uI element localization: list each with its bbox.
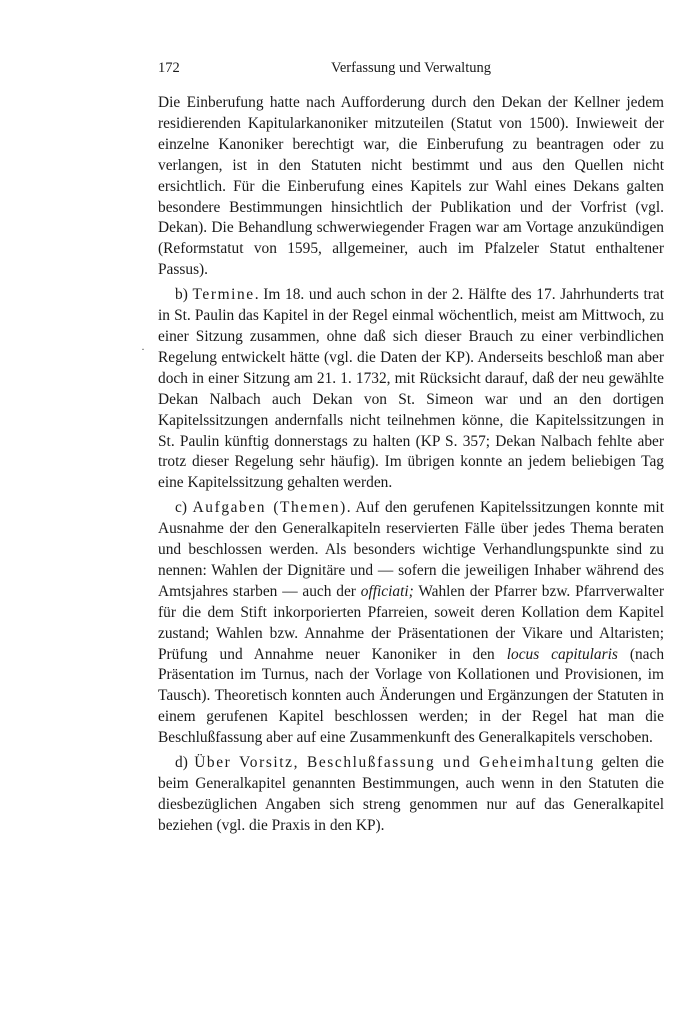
paragraph-text: Die Einberufung hatte nach Aufforderung durch den Dekan der Kellner jedem residierenden Kapitularkanoniker mitzuteilen (Statut von 1500). Inwieweit der einzelne Kanoniker berechtigt war, die Einberufung zu beantragen oder zu verlangen, ist in den Statuten nicht bestimmt und aus den Quellen nicht ersichtlich. Für die Einberufung eines Kapitels zur Wahl eines Dekans galten besondere Bestimmungen hinsichtlich der Publikation und der Vorfrist (vgl. Dekan). Die Behandlung schwerwiegender Fragen war am Vortage anzukündigen (Reformstatut von 1595, allgemeiner, auch im Pfalzeler Statut enthaltener Passus).	[158, 94, 664, 279]
paragraph-text: . Auf den gerufenen Kapitelssitzungen konnte mit Ausnahme der den Generalkapiteln reservierten Fälle über jedes Thema beraten und beschlossen werden. Als besonders wichtige Verhandlungspunkte sind zu nennen: Wahlen der Dignitäre und — sofern die jeweiligen Inhaber während des Amtsjahres starben — auch der	[158, 499, 664, 600]
section-label: d)	[175, 754, 195, 772]
paragraph-aufgaben	[158, 498, 664, 749]
italic-term: officiati;	[360, 582, 414, 600]
paragraph-text: (nach Präsentation im Turnus, nach der Vorlage von Kollationen und Provisionen, im Tausch). Theoretisch konnten auch Änderungen und Ergänzungen der Statuten in einem gerufenen Kapitel beschlossen werden; in der Regel hat man die Beschlußfassung aber auf eine Zusammenkunft des Generalkapitels verschoben.	[158, 645, 665, 747]
paragraph-text: Wahlen der Pfarrer bzw. Pfarrverwalter für die dem Stift inkorporierten Pfarreien, soweit deren Kollation dem Kapitel zustand; Wahlen bzw. Annahme der Präsentationen der Vikare und Altaristen; Prüfung und Annahme neuer Kanoniker in den	[158, 582, 664, 663]
running-title: Verfassung und Verwaltung	[330, 60, 491, 76]
paragraph-vorsitz	[158, 753, 664, 837]
page-number: 172	[158, 60, 180, 76]
body-text	[158, 93, 664, 837]
section-label: c)	[175, 499, 193, 517]
section-label: b)	[175, 286, 193, 304]
paragraph-einberufung	[158, 93, 664, 281]
section-heading: Termine	[192, 286, 255, 304]
paragraph-text: gelten die beim Generalkapitel genannten Bestimmungen, auch wenn in den Statuten die diesbezüglichen Angaben sich streng genommen nur auf das Generalkapitel beziehen (vgl. die Praxis in den KP).	[158, 754, 664, 834]
paragraph-text: . Im 18. und auch schon in der 2. Hälfte des 17. Jahrhunderts trat in St. Paulin das Kapitel in der Regel einmal wöchentlich, meist am Mittwoch, zu einer Sitzung zusammen, ohne daß sich dieser Brauch zu einer verbindlichen Regelung entwickelt hätte (vgl. die Daten der KP). Anderseits beschloß man aber doch in einer Sitzung am 21. 1. 1732, mit Rücksicht darauf, daß der neu gewählte Dekan Nalbach auch Dekan von St. Simeon war und an den dortigen Kapitelssitzungen andernfalls nicht teilnehmen könne, die Kapitelssitzungen in St. Paulin künftig donnerstags zu halten (KP S. 357; Dekan Nalbach fehlte aber trotz dieser Regelung sehr häufig). Im übrigen konnte an jedem beliebigen Tag eine Kapitelssitzung gehalten werden.	[158, 286, 664, 492]
italic-term: locus capitularis	[506, 645, 618, 663]
paragraph-termine	[158, 285, 664, 494]
section-heading: Über Vorsitz, Beschlußfassung und Geheimhaltung	[194, 754, 595, 772]
section-heading: Aufgaben (Themen)	[192, 499, 347, 517]
page-header	[158, 60, 664, 80]
margin-mark: ·	[141, 342, 145, 356]
